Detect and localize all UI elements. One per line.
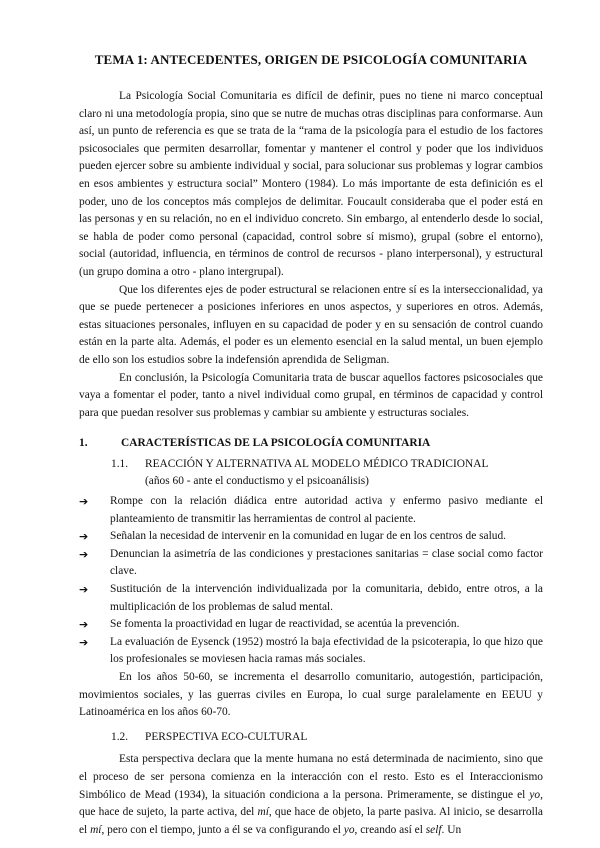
arrow-right-icon: ➔ (79, 530, 89, 544)
section-number: 1. (79, 437, 88, 450)
arrow-right-icon: ➔ (79, 583, 89, 597)
arrow-right-icon: ➔ (79, 547, 89, 561)
subsection-number: 1.2. (111, 730, 129, 743)
bullet-list (79, 493, 543, 669)
term-mi: mí (90, 823, 102, 836)
section-heading (79, 435, 543, 453)
arrow-right-icon: ➔ (79, 635, 89, 649)
term-mi: mí (257, 806, 269, 819)
document-page (79, 52, 543, 839)
section-title: CARACTERÍSTICAS DE LA PSICOLOGÍA COMUNITARIA (121, 437, 431, 450)
list-item: ➔ Señalan la necesidad de intervenir en la comunidad en lugar de en los centros de salud. (79, 528, 543, 546)
list-item: ➔ Sustitución de la intervención individualizada por la comunitaria, debido, entre otros, a la multiplicación de los problemas de salud mental. (79, 581, 543, 616)
intro-paragraph-2: Que los diferentes ejes de poder estructural se relacionen entre sí es la interseccionalidad, ya que se puede pertenecer a posiciones inferiores en unos aspectos, y superiores en otros. Además, estas situaciones personales, influyen en su capacidad de poder y en su sensación de control cuando están en la parte alta. Además, el poder es un elemento esencial en la salud mental, un buen ejemplo de ello son los estudios sobre la indefensión aprendida de Seligman. (79, 283, 543, 366)
page-title: TEMA 1: ANTECEDENTES, ORIGEN DE PSICOLOGÍA COMUNITARIA (94, 52, 528, 67)
arrow-right-icon: ➔ (79, 495, 89, 509)
subsection-title: PERSPECTIVA ECO-CULTURAL (145, 730, 308, 743)
subsection-1-closing: En los años 50-60, se incrementa el desarrollo comunitario, autogestión, participación, movimientos sociales, y las guerras civiles en Europa, lo cual surge paralelamente en EEUU y Latinoamérica en los años 60-70. (79, 671, 543, 719)
subsection-title: REACCIÓN Y ALTERNATIVA AL MODELO MÉDICO TRADICIONAL (145, 457, 489, 470)
subsection-subtitle: (años 60 - ante el conductismo y el psicoanálisis) (145, 475, 369, 488)
intro-paragraph-3: En conclusión, la Psicología Comunitaria trata de buscar aquellos factores psicosociales que vaya a fomentar el poder, tanto a nivel individual como grupal, en términos de capacidad y control para que puedan resolver sus problemas y cambiar su ambiente y estructuras sociales. (79, 371, 543, 419)
term-self: self (425, 823, 442, 836)
subsection-number: 1.1. (111, 457, 129, 470)
term-yo: yo (343, 823, 355, 836)
intro-paragraph-1: La Psicología Social Comunitaria es difícil de definir, pues no tiene ni marco conceptual claro ni una metodología propia, sino que se nutre de muchas otras disciplinas para conformarse. Aun así, un punto de referencia es que se trata de la “rama de la psicología para el estudio de los factores psicosociales que permiten desarrollar, fomentar y mantener el control y poder que los individuos pueden ejercer sobre su ambiente individual y social, para solucionar sus problemas y lograr cambios en esos ambientes y estructura social” Montero (1984). Lo más importante de esta definición es el poder, uno de los conceptos más complejos de delimitar. Foucault consideraba que el poder está en las personas y en su relación, no en el individuo concreto. Sin embargo, al entenderlo desde lo social, se habla de poder como personal (capacidad, control sobre sí mismo), grupal (sobre el entorno), social (autoridad, influencia, en términos de control de recursos - plano interpersonal), y estructural (un grupo domina a otro - plano intergrupal). (79, 90, 543, 278)
list-item: ➔ Se fomenta la proactividad en lugar de reactividad, se acentúa la prevención. (79, 616, 543, 634)
list-item: ➔ Rompe con la relación diádica entre autoridad activa y enfermo pasivo mediante el planteamiento de transmitir las herramientas de control al paciente. (79, 493, 543, 528)
list-item: ➔ La evaluación de Eysenck (1952) mostró la baja efectividad de la psicoterapia, lo que hizo que los profesionales se moviesen hacia ramas más sociales. (79, 634, 543, 669)
term-yo: yo (529, 788, 541, 801)
subsection-2-paragraph: Esta perspectiva declara que la mente humana no está determinada de nacimiento, sino que el proceso de ser persona comienza en la interacción con el resto. Esto es el Interaccionismo Simbólico de Mead (1934), la situación condiciona a la persona. Primeramente, se distingue el yo, que hace de sujeto, la parte activa, del mí, que hace de objeto, la parte pasiva. Al inicio, se desarrolla el mí, pero con el tiempo, junto a él se va configurando el yo, creando así el self. Un (79, 753, 543, 836)
list-item: ➔ Denuncian la asimetría de las condiciones y prestaciones sanitarias = clase social como factor clave. (79, 546, 543, 581)
subsection-heading-1 (111, 456, 543, 491)
arrow-right-icon: ➔ (79, 618, 89, 632)
subsection-heading-2 (111, 729, 543, 747)
